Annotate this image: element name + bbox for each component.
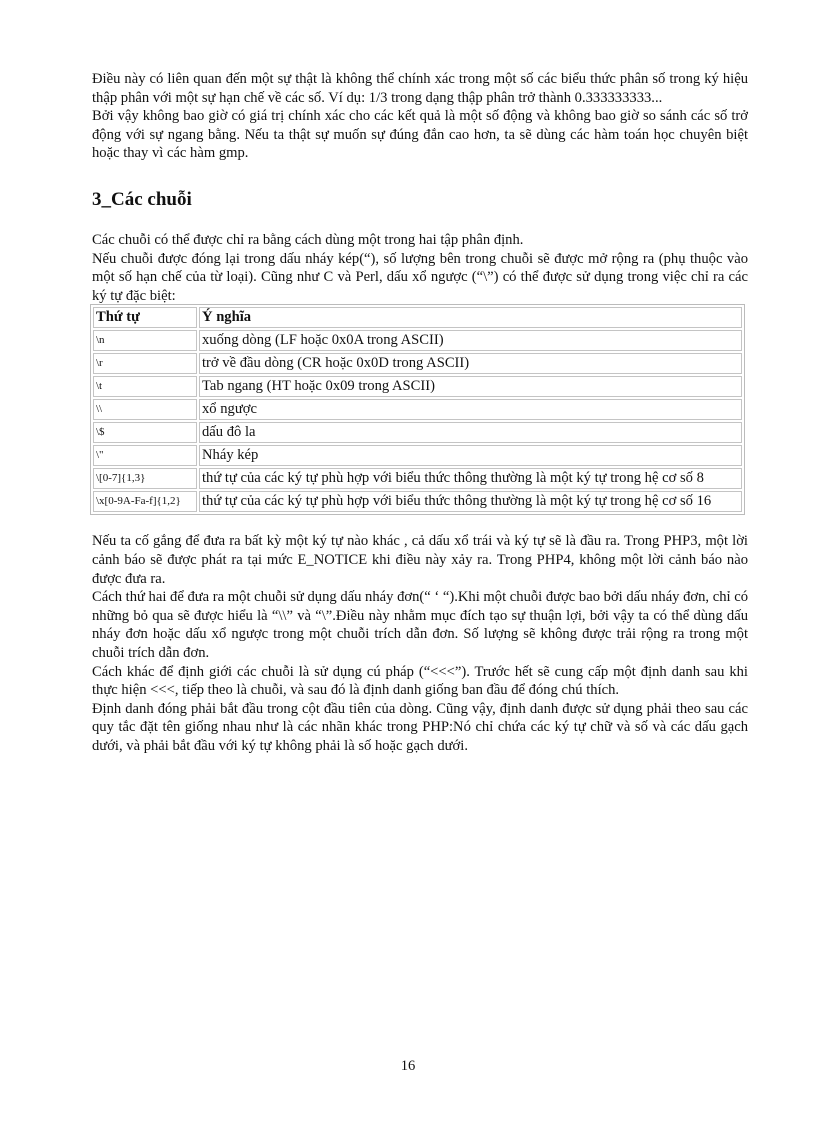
table-cell-sequence: \$ <box>93 422 197 443</box>
table-cell-sequence: \" <box>93 445 197 466</box>
table-cell-meaning: xuống dòng (LF hoặc 0x0A trong ASCII) <box>199 330 742 351</box>
section-paragraph-1: Các chuỗi có thể được chỉ ra bằng cách dùng một trong hai tập phân định. <box>92 231 524 248</box>
page-number: 16 <box>400 1058 416 1074</box>
table-cell-sequence: \[0-7]{1,3} <box>93 468 197 489</box>
escape-sequence-table <box>90 304 745 515</box>
table-header-order: Thứ tự <box>93 307 197 328</box>
page-content <box>92 70 748 755</box>
table-cell-sequence: \\ <box>93 399 197 420</box>
table-header-meaning: Ý nghĩa <box>199 307 742 328</box>
table-cell-sequence: \r <box>93 353 197 374</box>
table-row <box>93 330 742 351</box>
table-row <box>93 399 742 420</box>
table-row <box>93 353 742 374</box>
body-paragraph-4: Định danh đóng phải bắt đầu trong cột đầu tiên của dòng. Cũng vậy, định danh được sử dụng phải theo sau các quy tắc đặt tên giống nhau như là các nhãn khác trong PHP:Nó chỉ chứa các ký tự chữ và số và các dấu gạch dưới, và phải bắt đầu với ký tự không phải là số hoặc gạch dưới. <box>92 700 748 754</box>
table-row <box>93 422 742 443</box>
body-paragraph-1: Nếu ta cố gắng để đưa ra bất kỳ một ký tự nào khác , cả dấu xổ trái và ký tự sẽ là đầu ra. Trong PHP3, một lời cảnh báo sẽ được phát ra tại mức E_NOTICE khi điều này xảy ra. Trong PHP4, không một lời cảnh báo nào được đưa ra. <box>92 533 748 587</box>
table-cell-meaning: thứ tự của các ký tự phù hợp với biểu thức thông thường là một ký tự trong hệ cơ số 16 <box>199 491 742 512</box>
table-row <box>93 376 742 397</box>
section-heading: 3_Các chuỗi <box>92 188 192 210</box>
table-row <box>93 445 742 466</box>
table-cell-meaning: Nháy kép <box>199 445 742 466</box>
table-cell-sequence: \n <box>93 330 197 351</box>
table-header-row <box>93 307 742 328</box>
table-cell-meaning: dấu đô la <box>199 422 742 443</box>
intro-paragraph-2: Bởi vậy không bao giờ có giá trị chính xác cho các kết quả là một số động và không bao giờ so sánh các số trở động với sự ngang bằng. Nếu ta thật sự muốn sự đúng đắn cao hơn, ta sẽ dùng các hàm toán học chuyên biệt hoặc thay vì các hàm gmp. <box>92 108 748 162</box>
table-row <box>93 491 742 512</box>
table-cell-meaning: Tab ngang (HT hoặc 0x09 trong ASCII) <box>199 376 742 397</box>
table-cell-meaning: thứ tự của các ký tự phù hợp với biểu thức thông thường là một ký tự trong hệ cơ số 8 <box>199 468 742 489</box>
table-cell-meaning: xổ ngược <box>199 399 742 420</box>
intro-paragraph-1: Điều này có liên quan đến một sự thật là không thể chính xác trong một số các biểu thức phân số trong ký hiệu thập phân với một sự hạn chế về các số. Ví dụ: 1/3 trong dạng thập phân trở thành 0.333333333... <box>92 71 748 106</box>
section-paragraph-2: Nếu chuỗi được đóng lại trong dấu nháy kép(“), số lượng bên trong chuỗi sẽ được mở rộng ra (phụ thuộc vào một số hạn chế của từ loại). Cũng như C và Perl, dấu xổ ngược (“\”) có thể được sử dụng trong việc chỉ ra các ký tự đặc biệt: <box>92 250 748 304</box>
table-cell-sequence: \x[0-9A-Fa-f]{1,2} <box>93 491 197 512</box>
table-cell-sequence: \t <box>93 376 197 397</box>
table-row <box>93 468 742 489</box>
body-paragraph-2: Cách thứ hai để đưa ra một chuỗi sử dụng dấu nháy đơn(“ ‘ “).Khi một chuỗi được bao bởi dấu nháy đơn, chỉ có những bỏ qua sẽ được hiểu là “\\” và “\”.Điều này nhằm mục đích tạo sự thuận lợi, bởi vậy ta có thể dùng dấu nháy đơn hoặc dấu xổ ngược trong một chuỗi trích dẫn đơn. Số lượng sẽ không được trải rộng ra trong một chuỗi trích dẫn đơn. <box>92 589 748 661</box>
body-text <box>92 532 748 755</box>
body-paragraph-3: Cách khác để định giới các chuỗi là sử dụng cú pháp (“<<<”). Trước hết sẽ cung cấp một định danh sau khi thực hiện <<<, tiếp theo là chuỗi, và sau đó là định danh giống ban đầu để đóng chú thích. <box>92 663 748 699</box>
table-cell-meaning: trở về đầu dòng (CR hoặc 0x0D trong ASCII) <box>199 353 742 374</box>
